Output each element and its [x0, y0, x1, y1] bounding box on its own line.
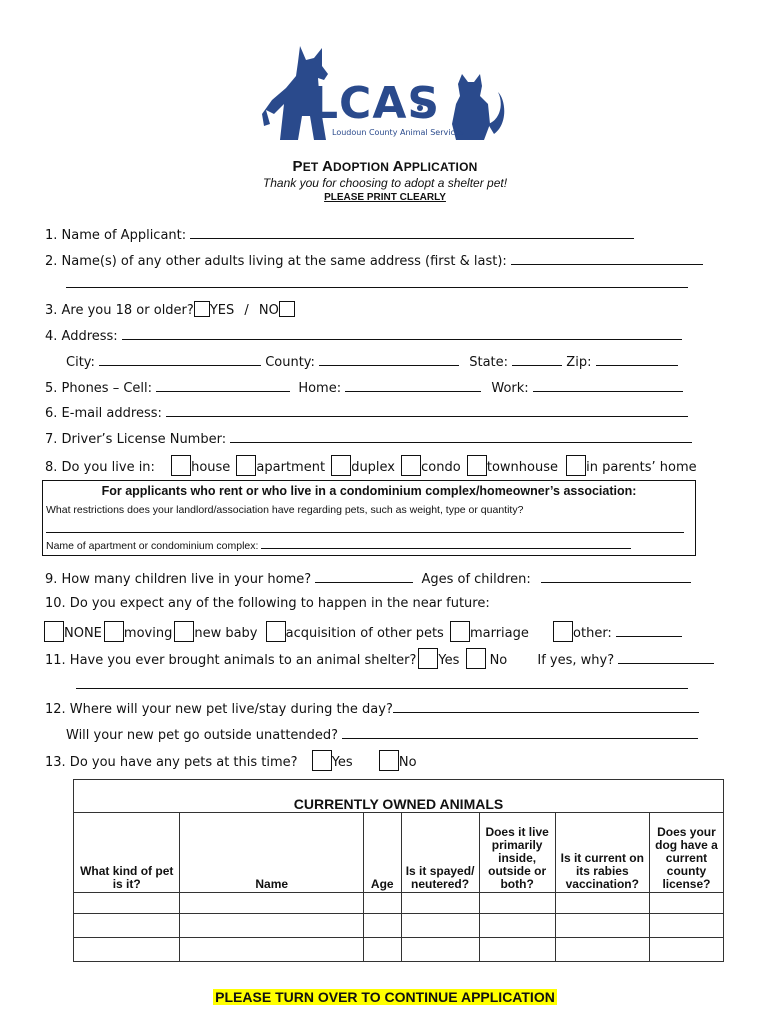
cell[interactable]	[401, 893, 479, 914]
q7-label: 7. Driver’s License Number:	[45, 432, 227, 447]
why-label: If yes, why?	[537, 653, 615, 668]
q3-row	[45, 301, 295, 318]
q11-label: 11. Have you ever brought animals to an animal shelter?	[45, 653, 417, 668]
col-rabies: Is it current on its rabies vaccination?	[555, 813, 649, 893]
page-title: PET ADOPTION APPLICATION	[292, 158, 478, 175]
cell[interactable]	[555, 914, 649, 938]
cell[interactable]	[74, 938, 180, 962]
q9-label: 9. How many children live in your home?	[45, 572, 312, 587]
col-spayed: Is it spayed/ neutered?	[401, 813, 479, 893]
house-checkbox[interactable]	[171, 455, 191, 476]
cell[interactable]	[555, 893, 649, 914]
q3-label: 3. Are you 18 or older?	[45, 303, 194, 318]
q12-label: 12. Where will your new pet live/stay during the day?	[45, 702, 393, 717]
duplex-checkbox[interactable]	[331, 455, 351, 476]
parents-home-label: in parents’ home	[586, 460, 697, 475]
cell[interactable]	[180, 938, 364, 962]
cell[interactable]	[364, 893, 402, 914]
cell[interactable]	[401, 938, 479, 962]
city-label: City:	[66, 355, 95, 370]
condo-checkbox[interactable]	[401, 455, 421, 476]
day-location-field[interactable]	[393, 700, 699, 713]
pets-yes-label: Yes	[331, 755, 353, 770]
shelter-no-checkbox[interactable]	[466, 648, 486, 669]
apartment-label: apartment	[256, 460, 326, 475]
cell-phone-field[interactable]	[156, 379, 290, 392]
ages-label: Ages of children:	[421, 572, 531, 587]
marriage-label: marriage	[469, 626, 529, 641]
moving-label: moving	[123, 626, 173, 641]
state-field[interactable]	[512, 353, 562, 366]
moving-checkbox[interactable]	[104, 621, 124, 642]
acquisition-label: acquisition of other pets	[285, 626, 444, 641]
county-label: County:	[265, 355, 315, 370]
other-adults-field[interactable]	[511, 252, 703, 265]
duplex-label: duplex	[351, 460, 396, 475]
license-number-field[interactable]	[230, 430, 692, 443]
q4-label: 4. Address:	[45, 329, 118, 344]
none-checkbox[interactable]	[44, 621, 64, 642]
rent-section	[42, 480, 696, 556]
q6-label: 6. E-mail address:	[45, 406, 162, 421]
q7-row	[45, 430, 692, 447]
other-adults-field-2[interactable]	[66, 287, 688, 288]
why-field[interactable]	[618, 651, 714, 664]
table-row	[74, 914, 724, 938]
q1-label: 1. Name of Applicant:	[45, 228, 187, 243]
acquisition-checkbox[interactable]	[266, 621, 286, 642]
cell[interactable]	[555, 938, 649, 962]
q4-city-row	[66, 353, 678, 370]
thanks-line: Thank you for choosing to adopt a shelter pet!	[262, 176, 508, 190]
age-no-checkbox[interactable]	[279, 301, 295, 317]
logo-wordmark: LCAS	[310, 78, 441, 129]
why-field-2[interactable]	[76, 688, 688, 689]
q12-row	[45, 700, 699, 717]
none-label: NONE	[64, 626, 102, 641]
age-yes-checkbox[interactable]	[194, 301, 210, 317]
restrictions-label: What restrictions does your landlord/association have regarding pets, such as weight, type or quantity?	[46, 504, 524, 516]
address-field[interactable]	[122, 327, 682, 340]
col-kind: What kind of pet is it?	[74, 813, 180, 893]
q13-label: 13. Do you have any pets at this time?	[45, 755, 298, 770]
cell[interactable]	[364, 914, 402, 938]
pets-yes-checkbox[interactable]	[312, 750, 332, 771]
new-baby-label: new baby	[194, 626, 258, 641]
q9-row	[45, 570, 691, 587]
city-field[interactable]	[99, 353, 261, 366]
condo-label: condo	[421, 460, 461, 475]
q8-label: 8. Do you live in:	[45, 460, 155, 475]
marriage-checkbox[interactable]	[450, 621, 470, 642]
children-ages-field[interactable]	[541, 570, 691, 583]
rent-heading: For applicants who rent or who live in a condominium complex/homeowner’s association:	[101, 484, 637, 498]
q3-sep: /	[244, 303, 249, 318]
cell[interactable]	[74, 914, 180, 938]
other-field[interactable]	[616, 624, 682, 637]
q12-outside-row	[66, 726, 698, 743]
q10-label: 10. Do you expect any of the following to happen in the near future:	[45, 596, 490, 611]
q10-row	[45, 596, 490, 611]
q6-row	[45, 404, 688, 421]
footer-wrap	[0, 987, 770, 1006]
q2-row	[45, 252, 703, 269]
q5-label: 5. Phones – Cell:	[45, 381, 153, 396]
col-age: Age	[364, 813, 402, 893]
home-phone-field[interactable]	[345, 379, 481, 392]
pets-no-label: No	[398, 755, 417, 770]
work-phone-field[interactable]	[533, 379, 683, 392]
logo-subtitle: Loudoun County Animal Services	[332, 128, 464, 137]
children-count-field[interactable]	[315, 570, 413, 583]
zip-field[interactable]	[596, 353, 678, 366]
col-name: Name	[180, 813, 364, 893]
shelter-yes-checkbox[interactable]	[418, 648, 438, 669]
other-checkbox[interactable]	[553, 621, 573, 642]
other-label: other:	[573, 626, 612, 641]
table-row	[74, 893, 724, 914]
table-title: CURRENTLY OWNED ANIMALS	[74, 780, 724, 813]
shelter-yes-label: Yes	[438, 653, 460, 668]
work-phone-label: Work:	[491, 381, 529, 396]
email-field[interactable]	[166, 404, 688, 417]
home-phone-label: Home:	[298, 381, 342, 396]
house-label: house	[191, 460, 231, 475]
cell[interactable]	[649, 938, 723, 962]
logo	[262, 44, 507, 144]
complex-field[interactable]	[261, 538, 631, 549]
q11-row	[45, 648, 714, 669]
print-clearly: PLEASE PRINT CLEARLY	[324, 192, 446, 203]
q10-options-row	[44, 621, 682, 642]
townhouse-label: townhouse	[486, 460, 558, 475]
complex-label: Name of apartment or condominium complex:	[46, 540, 259, 552]
table-header-row	[74, 813, 724, 893]
col-inside: Does it live primarily inside, outside or both?	[479, 813, 555, 893]
cell[interactable]	[180, 893, 364, 914]
pets-no-checkbox[interactable]	[379, 750, 399, 771]
new-baby-checkbox[interactable]	[174, 621, 194, 642]
col-license: Does your dog have a current county license?	[649, 813, 723, 893]
cell[interactable]	[74, 893, 180, 914]
cell[interactable]	[649, 914, 723, 938]
outside-label: Will your new pet go outside unattended?	[66, 728, 339, 743]
cell[interactable]	[479, 893, 555, 914]
parents-home-checkbox[interactable]	[566, 455, 586, 476]
cell[interactable]	[180, 914, 364, 938]
q1-row	[45, 226, 634, 243]
footer-note: PLEASE TURN OVER TO CONTINUE APPLICATION	[215, 989, 555, 1005]
complex-row	[46, 538, 631, 552]
townhouse-checkbox[interactable]	[467, 455, 487, 476]
cell[interactable]	[479, 914, 555, 938]
restrictions-field[interactable]	[46, 532, 684, 533]
q13-row	[45, 750, 417, 771]
q2-label: 2. Name(s) of any other adults living at the same address (first & last):	[45, 254, 507, 269]
cell[interactable]	[401, 914, 479, 938]
age-yes-label: YES	[209, 303, 235, 318]
county-field[interactable]	[319, 353, 459, 366]
table-row	[74, 938, 724, 962]
cell[interactable]	[364, 938, 402, 962]
applicant-name-field[interactable]	[190, 226, 634, 239]
cell[interactable]	[649, 893, 723, 914]
age-no-label: NO	[258, 303, 279, 318]
apartment-checkbox[interactable]	[236, 455, 256, 476]
q4-row	[45, 327, 682, 344]
state-label: State:	[469, 355, 509, 370]
q5-row	[45, 379, 683, 396]
cell[interactable]	[479, 938, 555, 962]
outside-field[interactable]	[342, 726, 698, 739]
zip-label: Zip:	[566, 355, 592, 370]
q8-row	[45, 455, 697, 476]
owned-animals-table	[73, 779, 724, 962]
shelter-no-label: No	[489, 653, 508, 668]
